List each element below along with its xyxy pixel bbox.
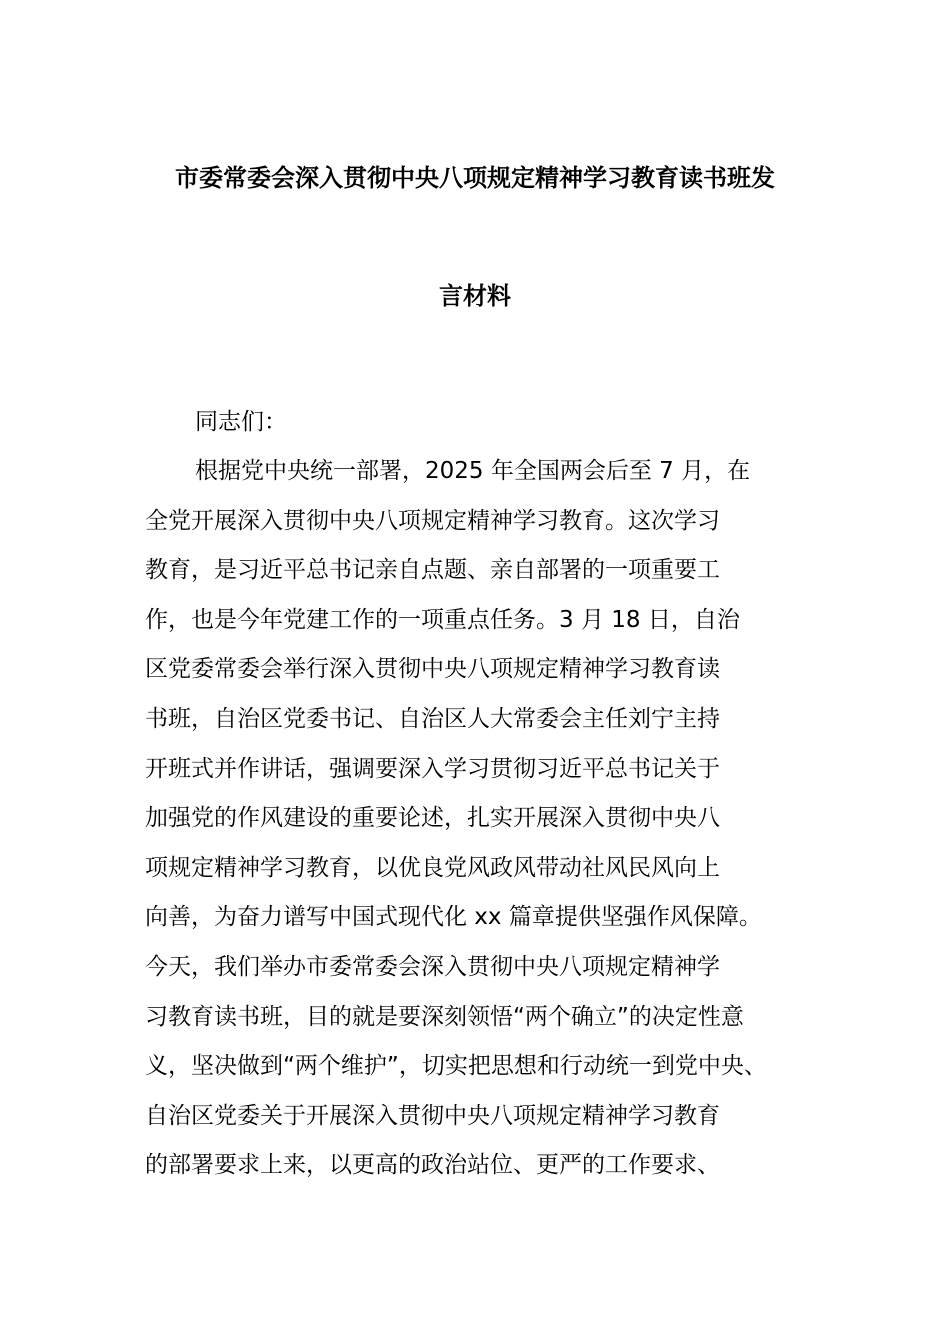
paragraph-line: 全党开展深入贯彻中央八项规定精神学习教育。这次学习 [145,507,720,534]
paragraph-line: 区党委常委会举行深入贯彻中央八项规定精神学习教育读 [145,656,720,683]
paragraph-line: 的部署要求上来，以更高的政治站位、更严的工作要求、 [145,1152,720,1179]
paragraph-line: 义，坚决做到“两个维护”，切实把思想和行动统一到党中央、 [145,1053,767,1080]
body-paragraph [145,447,835,1191]
salutation: 同志们： [195,409,287,435]
paragraph-line: 项规定精神学习教育，以优良党风政风带动社风民风向上 [145,854,720,881]
paragraph-line: 根据党中央统一部署，2025 年全国两会后至 7 月，在 [195,458,751,484]
paragraph-line: 习教育读书班，目的就是要深刻领悟“两个确立”的决定性意 [145,1003,744,1030]
paragraph-line: 作，也是今年党建工作的一项重点任务。3 月 18 日，自治 [145,606,740,633]
paragraph-line: 加强党的作风建设的重要论述，扎实开展深入贯彻中央八 [145,805,720,832]
paragraph-line: 今天，我们举办市委常委会深入贯彻中央八项规定精神学 [145,953,720,980]
paragraph-line: 向善，为奋力谱写中国式现代化 xx 篇章提供坚强作风保障。 [145,904,762,931]
document-title-line-1: 市委常委会深入贯彻中央八项规定精神学习教育读书班发 [175,164,775,192]
document-title-line-2: 言材料 [439,282,511,310]
paragraph-line: 自治区党委关于开展深入贯彻中央八项规定精神学习教育 [145,1102,720,1129]
paragraph-line: 教育，是习近平总书记亲自点题、亲自部署的一项重要工 [145,557,720,584]
paragraph-line: 开班式并作讲话，强调要深入学习贯彻习近平总书记关于 [145,755,720,782]
paragraph-line: 书班，自治区党委书记、自治区人大常委会主任刘宁主持 [145,705,720,732]
